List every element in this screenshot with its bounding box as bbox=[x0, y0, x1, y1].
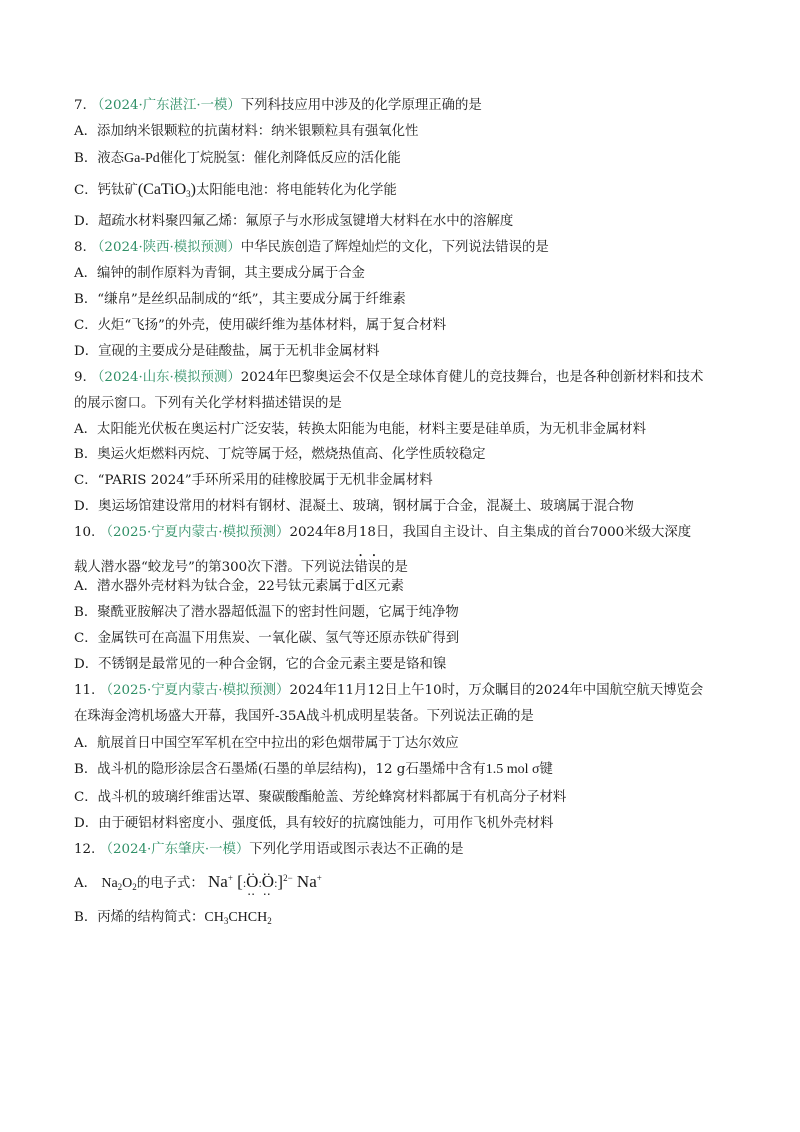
question-source: （2024·广东湛江·一模） bbox=[91, 98, 241, 113]
question-9-option-b: B．奥运火炬燃料丙烷、丁烷等属于烃，燃烧热值高、化学性质较稳定 bbox=[74, 447, 486, 462]
question-source: （2024·广东肇庆·一模） bbox=[99, 842, 250, 857]
formula-sigma-bond: 1.5 mol σ bbox=[485, 762, 540, 777]
question-source: （2024·山东·模拟预测） bbox=[91, 370, 241, 385]
question-8-option-d: D．宣砚的主要成分是硅酸盐，属于无机非金属材料 bbox=[74, 344, 380, 359]
question-source: （2024·陕西·模拟预测） bbox=[91, 240, 241, 255]
question-7-option-c: C．钙钛矿(CaTiO$_3$)太阳能电池：将电能转化为化学能 bbox=[74, 181, 397, 199]
formula-na2o2: $Na_2O_2$ bbox=[101, 876, 137, 892]
question-10-option-a: A．潜水器外壳材料为钛合金，22号钛元素属于d区元素 bbox=[74, 579, 404, 594]
question-source: （2025·宁夏内蒙古·模拟预测） bbox=[99, 683, 290, 698]
electron-formula: Na+ [:‥ O ‥:‥ O ‥:]$^{2-}$ Na+ bbox=[208, 872, 322, 891]
question-12-stem: 12. （2024·广东肇庆·一模）下列化学用语或图示表达不正确的是 bbox=[74, 842, 464, 857]
question-12-option-a: A． $Na_2O_2$的电子式： Na+ [:‥ O ‥:‥ O ‥:]$^{2-}$ Na+ bbox=[74, 873, 322, 893]
question-9-option-c: C．“PARIS 2024”手环所采用的硅橡胶属于无机非金属材料 bbox=[74, 473, 433, 488]
question-9-stem: 9. （2024·山东·模拟预测）2024年巴黎奥运会不仅是全球体育健儿的竞技舞台，也是各种创新材料和技术 bbox=[74, 370, 704, 385]
formula-ga-pd: Ga-Pd bbox=[124, 151, 160, 166]
question-11-stem-continued: 在珠海金湾机场盛大开幕，我国歼-35A战斗机成明星装备。下列说法正确的是 bbox=[74, 709, 534, 724]
question-8-stem: 8. （2024·陕西·模拟预测）中华民族创造了辉煌灿烂的文化，下列说法错误的是 bbox=[74, 240, 549, 255]
question-11-option-d: D．由于硬铝材料密度小、强度低，具有较好的抗腐蚀能力，可用作飞机外壳材料 bbox=[74, 816, 554, 831]
question-10-option-c: C．金属铁可在高温下用焦炭、一氧化碳、氢气等还原赤铁矿得到 bbox=[74, 631, 460, 646]
emphasis-text: 错误 bbox=[354, 560, 382, 575]
question-11-option-b: B．战斗机的隐形涂层含石墨烯(石墨的单层结构)，12 g石墨烯中含有1.5 mol σ键 bbox=[74, 762, 553, 777]
question-source: （2025·宁夏内蒙古·模拟预测） bbox=[99, 525, 290, 540]
question-10-option-b: B．聚酰亚胺解决了潜水器超低温下的密封性问题，它属于纯净物 bbox=[74, 605, 459, 620]
question-10-stem-continued: 载人潜水器“蛟龙号”的第300次下潜。下列说法错误的是 bbox=[74, 560, 408, 575]
question-8-option-a: A．编钟的制作原料为青铜，其主要成分属于合金 bbox=[74, 266, 365, 281]
question-9-option-a: A．太阳能光伏板在奥运村广泛安装，转换太阳能为电能，材料主要是硅单质，为无机非金属材料 bbox=[74, 422, 647, 437]
question-7-option-d: D．超疏水材料聚四氟乙烯：氟原子与水形成氢键增大材料在水中的溶解度 bbox=[74, 214, 514, 229]
question-7-option-b: B．液态Ga-Pd催化丁烷脱氢：催化剂降低反应的活化能 bbox=[74, 151, 401, 166]
formula-propene: $CH_3CHCH_2$ bbox=[204, 910, 272, 926]
question-11-stem: 11. （2025·宁夏内蒙古·模拟预测）2024年11月12日上午10时，万众瞩目的2024年中国航空航天博览会 bbox=[74, 683, 704, 698]
question-10-stem: 10. （2025·宁夏内蒙古·模拟预测）2024年8月18日，我国自主设计、自主集成的首台7000米级大深度 bbox=[74, 525, 692, 540]
question-11-option-c: C．战斗机的玻璃纤维雷达罩、聚碳酸酯舱盖、芳纶蜂窝材料都属于有机高分子材料 bbox=[74, 790, 567, 805]
question-8-option-c: C．火炬“飞扬”的外壳，使用碳纤维为基体材料，属于复合材料 bbox=[74, 318, 447, 333]
question-7-option-a: A．添加纳米银颗粒的抗菌材料：纳米银颗粒具有强氧化性 bbox=[74, 124, 419, 139]
question-9-option-d: D．奥运场馆建设常用的材料有钢材、混凝土、玻璃，钢材属于合金，混凝土、玻璃属于混合物 bbox=[74, 499, 634, 514]
question-11-option-a: A．航展首日中国空军军机在空中拉出的彩色烟带属于丁达尔效应 bbox=[74, 736, 459, 751]
question-12-option-b: B．丙烯的结构简式：$CH_3CHCH_2$ bbox=[74, 910, 272, 926]
question-9-stem-continued: 的展示窗口。下列有关化学材料描述错误的是 bbox=[74, 396, 342, 411]
question-8-option-b: B．“缣帛”是丝织品制成的“纸”，其主要成分属于纤维素 bbox=[74, 292, 406, 307]
formula-catio3: (CaTiO$_3$) bbox=[137, 181, 196, 199]
question-7-stem: 7. （2024·广东湛江·一模）下列科技应用中涉及的化学原理正确的是 bbox=[74, 98, 482, 113]
question-10-option-d: D．不锈钢是最常见的一种合金钢，它的合金元素主要是铬和镍 bbox=[74, 657, 447, 672]
